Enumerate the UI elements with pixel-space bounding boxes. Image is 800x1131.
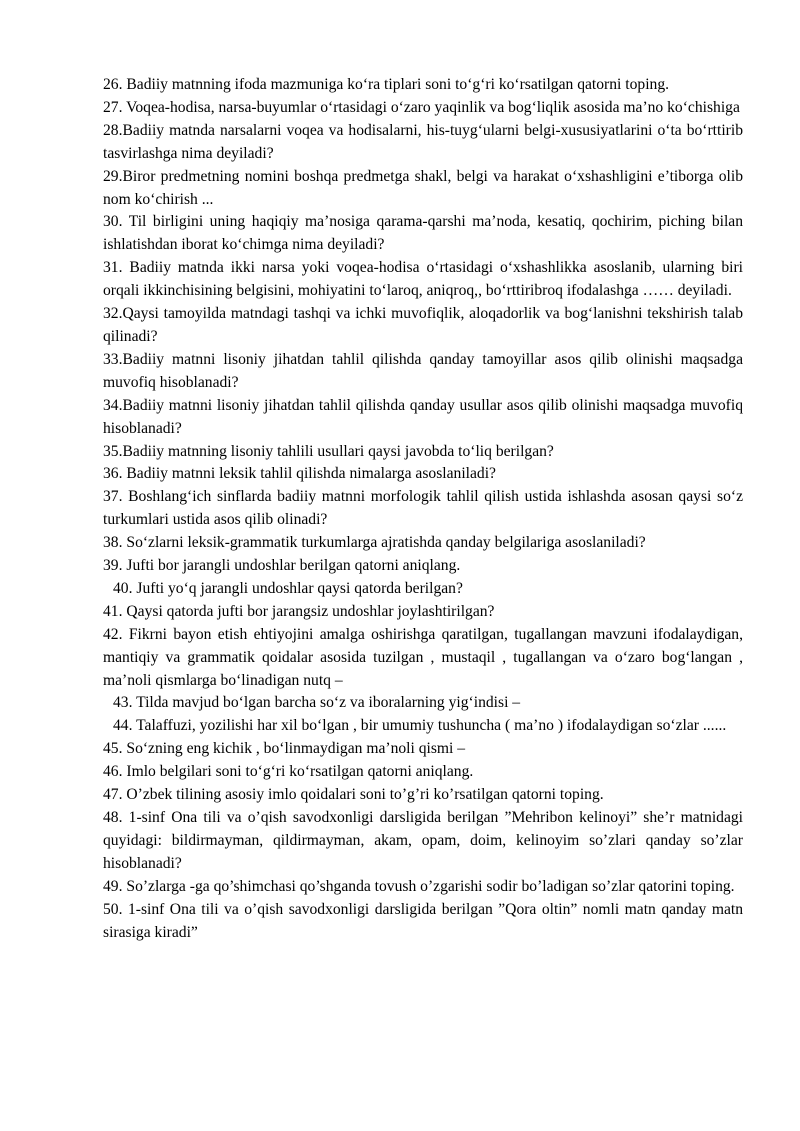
question-29: 29.Biror predmetning nomini boshqa predmetga shakl, belgi va harakat o‘xshashligini e’tiborga olib nom ko‘chirish ... <box>103 167 743 208</box>
question-37: 37. Boshlang‘ich sinflarda badiiy matnni morfologik tahlil qilish ustida ishlashda asosan qaysi so‘z turkumlari ustida asos qilib olinadi? <box>103 488 743 529</box>
question-47: 47. O’zbek tilining asosiy imlo qoidalari soni to’g’ri ko’rsatilgan qatorni toping. <box>103 786 604 804</box>
question-46: 46. Imlo belgilari soni to‘g‘ri ko‘rsatilgan qatorni aniqlang. <box>103 763 474 781</box>
question-38: 38. So‘zlarni leksik-grammatik turkumlarga ajratishda qanday belgilariga asoslaniladi? <box>103 534 646 552</box>
question-50: 50. 1-sinf Ona tili va o’qish savodxonligi darsligida berilgan ”Qora oltin” nomli matn qanday matn sirasiga kiradi” <box>103 900 743 941</box>
question-35: 35.Badiiy matnning lisoniy tahlili usullari qaysi javobda to‘liq berilgan? <box>103 442 554 460</box>
question-32: 32.Qaysi tamoyilda matndagi tashqi va ichki muvofiqlik, aloqadorlik va bog‘lanishni tekshirish talab qilinadi? <box>103 305 743 345</box>
question-33: 33.Badiiy matnni lisoniy jihatdan tahlil qilishda qanday tamoyillar asos qilib olinishi maqsadga muvofiq hisoblanadi? <box>103 350 743 391</box>
question-42: 42. Fikrni bayon etish ehtiyojini amalga oshirishga qaratilgan, tugallangan mavzuni ifodalaydigan, mantiqiy va grammatik qoidalar asosida tuzilgan , mustaqil , tugallangan va o‘zaro bog‘langan , ma’noli qismlarga bo‘linadigan nutq – <box>103 625 743 689</box>
question-34: 34.Badiiy matnni lisoniy jihatdan tahlil qilishda qanday usullar asos qilib olinishi maqsadga muvofiq hisoblanadi? <box>103 396 743 437</box>
question-28: 28.Badiiy matnda narsalarni voqea va hodisalarni, his-tuyg‘ularni belgi-xususiyatlarini o‘ta bo‘rttirib tasvirlashga nima deyiladi? <box>103 121 743 162</box>
question-49: 49. So’zlarga -ga qo’shimchasi qo’shganda tovush o’zgarishi sodir bo’ladigan so’zlar qatorini toping. <box>103 877 735 895</box>
question-45: 45. So‘zning eng kichik , bo‘linmaydigan ma’noli qismi – <box>103 740 466 758</box>
question-31: 31. Badiiy matnda ikki narsa yoki voqea-hodisa o‘rtasidagi o‘xshashlikka asoslanib, ularning biri orqali ikkinchisining belgisini, mohiyatini to‘laroq, aniqroq,, bo‘rttiribroq ifodalashga …… deyiladi. <box>103 259 743 300</box>
question-26: 26. Badiiy matnning ifoda mazmuniga ko‘ra tiplari soni to‘g‘ri ko‘rsatilgan qatorni toping. <box>103 76 670 93</box>
question-41: 41. Qaysi qatorda jufti bor jarangsiz undoshlar joylashtirilgan? <box>103 602 495 620</box>
question-30: 30. Til birligini uning haqiqiy ma’nosiga qarama-qarshi ma’noda, kesatiq, qochirim, piching bilan ishlatishdan iborat ko‘chimga nima deyiladi? <box>103 213 743 254</box>
question-39: 39. Jufti bor jarangli undoshlar berilgan qatorni aniqlang. <box>103 557 461 575</box>
question-44: 44. Talaffuzi, yozilishi har xil bo‘lgan , bir umumiy tushuncha ( ma’no ) ifodalaydigan so‘zlar ...... <box>113 717 727 735</box>
question-27: 27. Voqea-hodisa, narsa-buyumlar o‘rtasidagi o‘zaro yaqinlik va bog‘liqlik asosida ma’no ko‘chishiga <box>103 98 740 116</box>
question-36: 36. Badiiy matnni leksik tahlil qilishda nimalarga asoslaniladi? <box>103 465 496 483</box>
question-48: 48. 1-sinf Ona tili va o’qish savodxonligi darsligida berilgan ”Mehribon kelinoyi” she’r matnidagi quyidagi: bildirmayman, qildirmayman, akam, opam, doim, kelinoyim so’zlari qanday so’zlar hisoblanadi? <box>103 809 743 872</box>
document-page <box>103 74 743 944</box>
question-43: 43. Tilda mavjud bo‘lgan barcha so‘z va iboralarning yig‘indisi – <box>113 694 521 712</box>
question-40: 40. Jufti yo‘q jarangli undoshlar qaysi qatorda berilgan? <box>113 579 463 597</box>
